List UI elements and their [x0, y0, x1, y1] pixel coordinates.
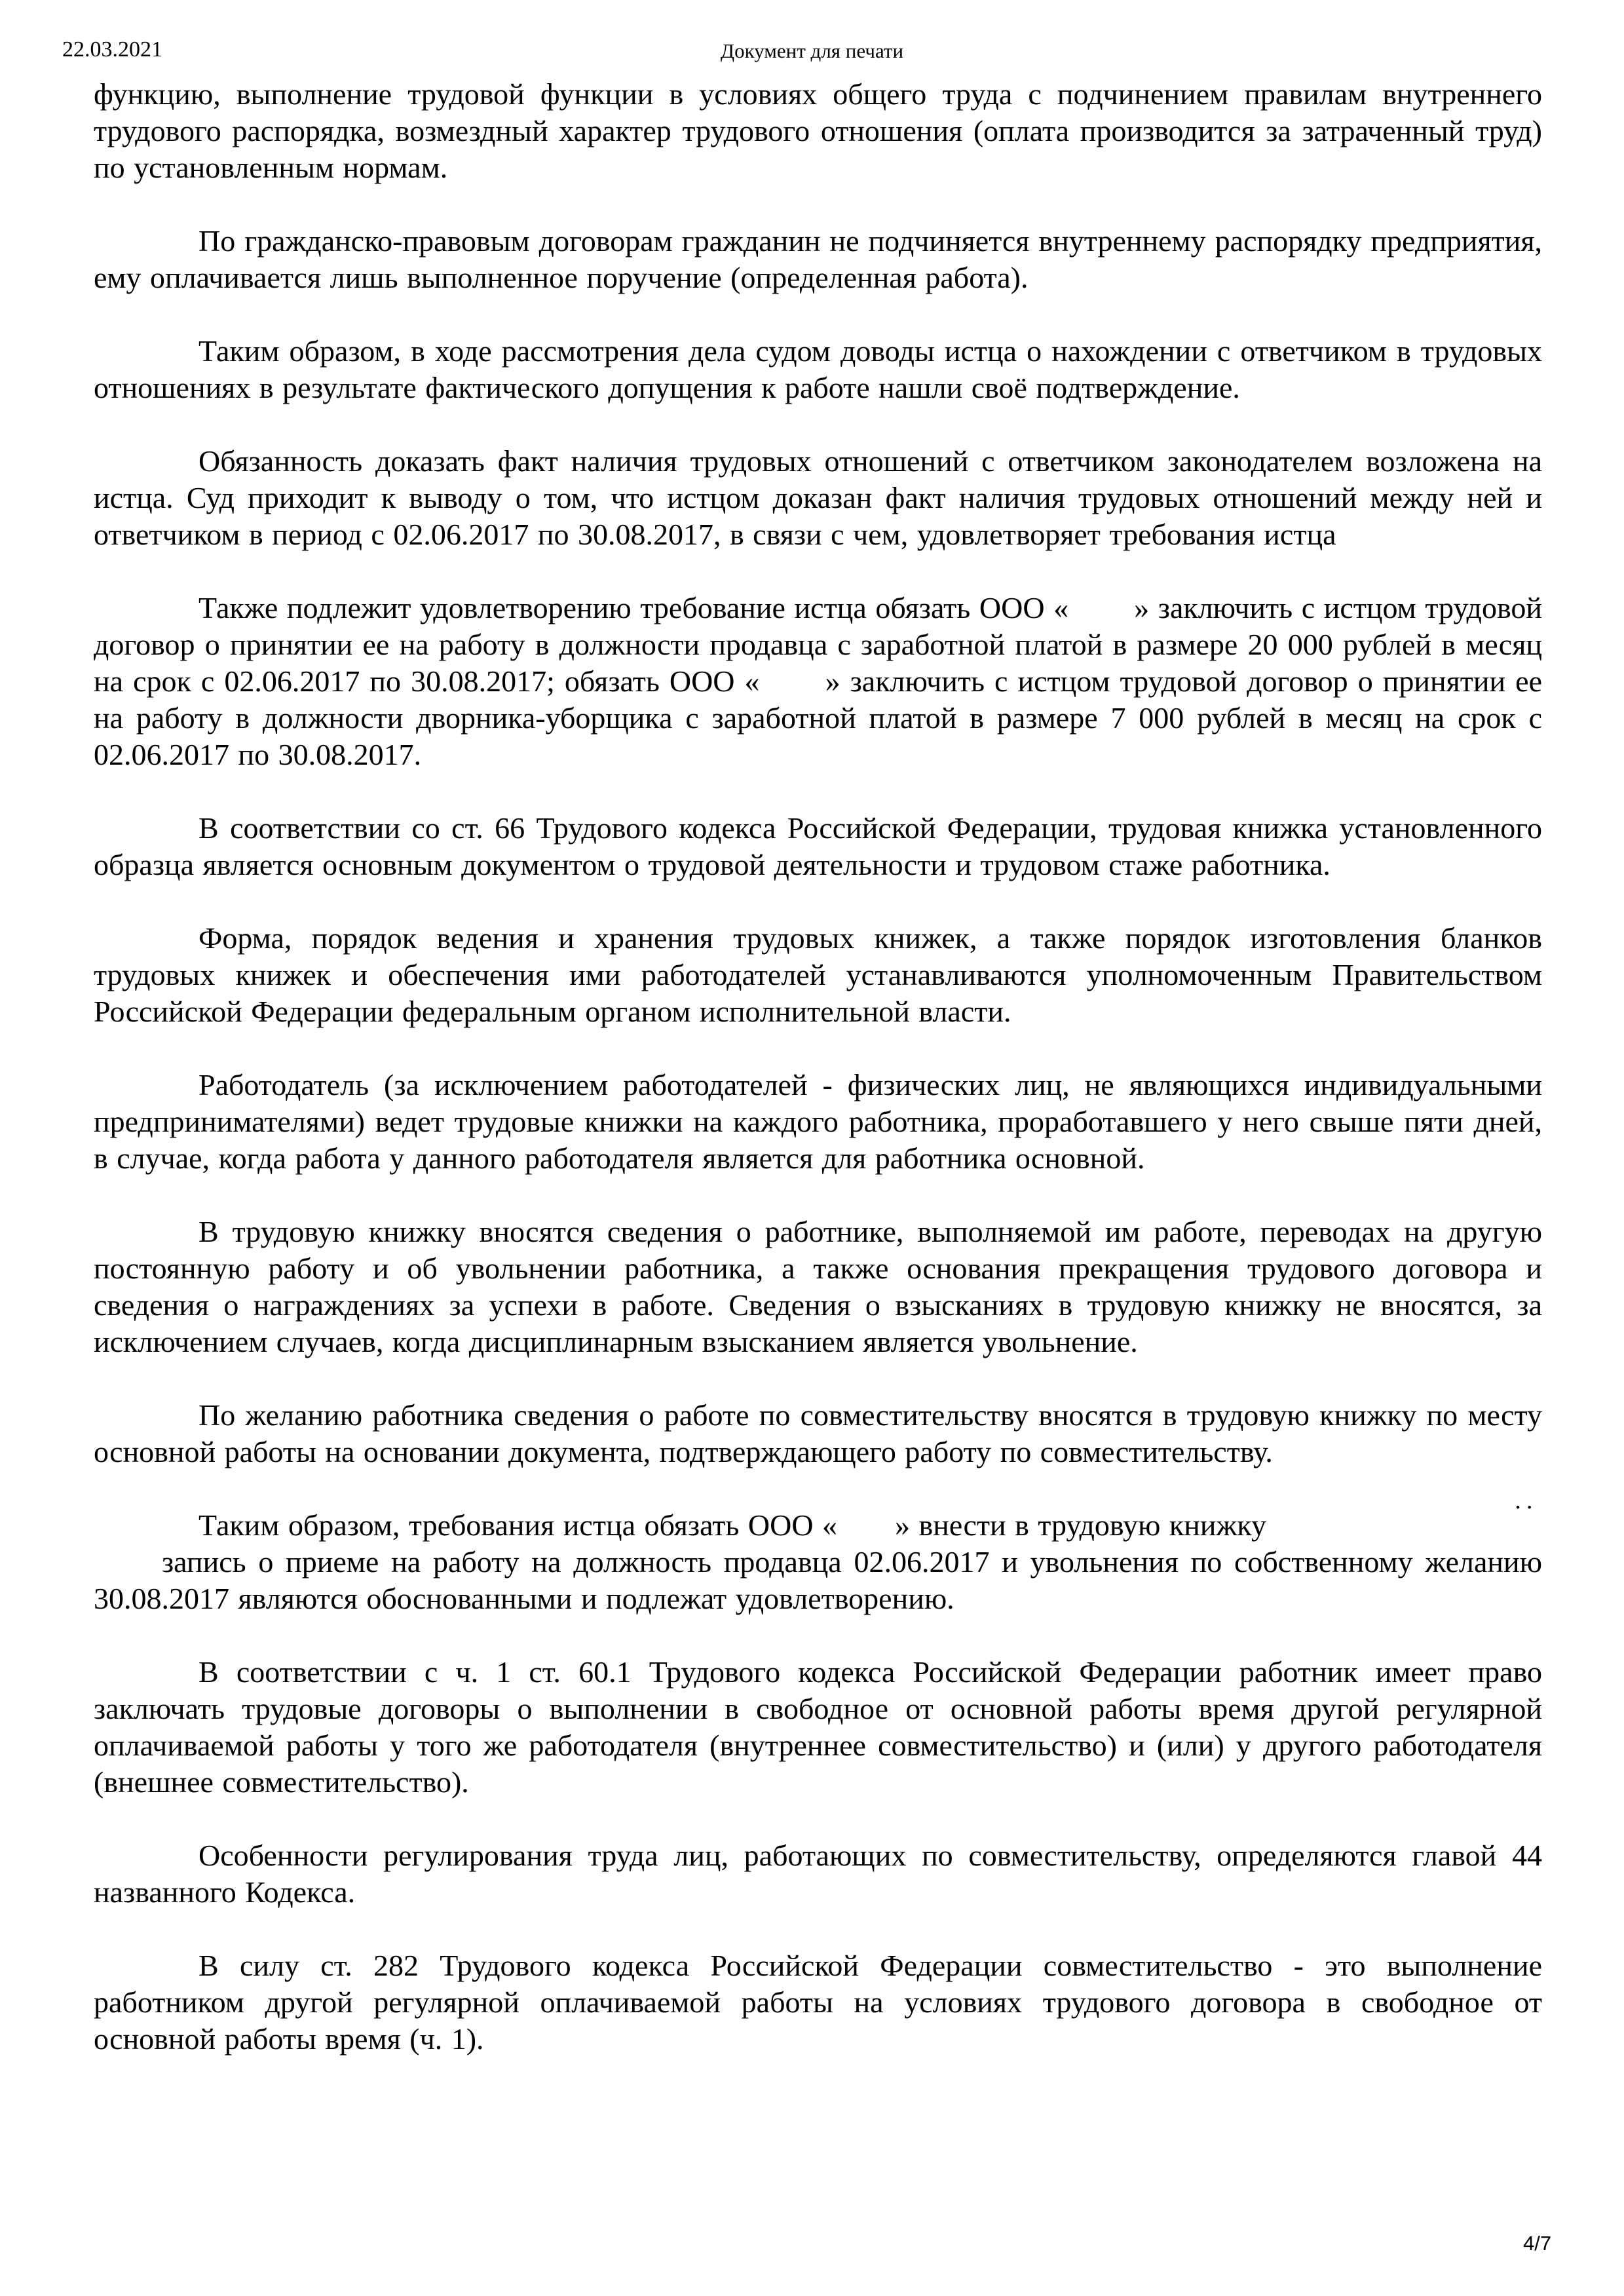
- paragraph-segment: запись о приеме на работу на должность продавца 02.06.2017 и увольнения по собственному желанию 30.08.2017 являются обоснованными и подлежат удовлетворению.: [94, 1545, 1542, 1615]
- paragraph-with-redactions: [94, 1494, 1542, 1617]
- paragraph: По желанию работника сведения о работе по совместительству вносятся в трудовую книжку по месту основной работы на основании документа, подтверждающего работу по совместительству.: [94, 1398, 1542, 1468]
- page-number: 4/7: [1523, 2232, 1552, 2255]
- header-date: 22.03.2021: [62, 37, 162, 62]
- document-body: [94, 76, 1542, 2094]
- paragraph: Работодатель (за исключением работодателей - физических лиц, не являющихся индивидуальными предпринимателями) ведет трудовые книжки на каждого работника, проработавшего у него свыше пяти дней, в случае, когда работа у данного работодателя является для работника основной.: [94, 1068, 1542, 1175]
- paragraph: В трудовую книжку вносятся сведения о работнике, выполняемой им работе, переводах на другую постоянную работу и об увольнении работника, а также основания прекращения трудового договора и сведения о награждениях за успехи в работе. Сведения о взысканиях в трудовую книжку не вносятся, за исключением случаев, когда дисциплинарным взысканием является увольнение.: [94, 1215, 1542, 1358]
- stray-print-artifact: ··: [1513, 1494, 1537, 1521]
- paragraph: В соответствии со ст. 66 Трудового кодекса Российской Федерации, трудовая книжка установленного образца является основным документом о трудовой деятельности и трудовом стаже работника.: [94, 811, 1542, 881]
- paragraph: В силу ст. 282 Трудового кодекса Российской Федерации совместительство - это выполнение работником другой регулярной оплачиваемой работы на условиях трудового договора в свободное от основной работы время (ч. 1).: [94, 1949, 1542, 2056]
- paragraph-segment: » заключить с истцом трудовой договор о принятии ее на работу в должности продавца с заработной платой в размере 20 000 рублей в месяц на срок с 02.06.2017 по 30.08.2017; обязать ООО «: [94, 591, 1542, 698]
- paragraph: Таким образом, в ходе рассмотрения дела судом доводы истца о нахождении с ответчиком в трудовых отношениях в результате фактического допущения к работе нашли своё подтверждение.: [94, 334, 1542, 404]
- paragraph-segment: Таким образом, требования истца обязать ООО «: [198, 1508, 838, 1542]
- paragraph: В соответствии с ч. 1 ст. 60.1 Трудового кодекса Российской Федерации работник имеет право заключать трудовые договоры о выполнении в свободное от основной работы время другой регулярной оплачиваемой работы у того же работодателя (внутреннее совместительство) и (или) у другого работодателя (внешнее совместительство).: [94, 1655, 1542, 1799]
- header-title: Документ для печати: [720, 39, 904, 62]
- paragraph: Обязанность доказать факт наличия трудовых отношений с ответчиком законодателем возложена на истца. Суд приходит к выводу о том, что истцом доказан факт наличия трудовых отношений между ней и ответчиком в период с 02.06.2017 по 30.08.2017, в связи с чем, удовлетворяет требования истца: [94, 444, 1542, 551]
- paragraph-line: [94, 1507, 1542, 1544]
- paragraph-segment: » внести в трудовую книжку: [895, 1508, 1266, 1542]
- paragraph: Форма, порядок ведения и хранения трудовых книжек, а также порядок изготовления бланков трудовых книжек и обеспечения ими работодателей устанавливаются уполномоченным Правительством Российской Федерации федеральным органом исполнительной власти.: [94, 921, 1542, 1028]
- paragraph-segment: » заключить с истцом трудовой договор о принятии ее на работу в должности дворника-уборщика с заработной платой в размере 7 000 рублей в месяц на срок с 02.06.2017 по 30.08.2017.: [94, 664, 1542, 771]
- paragraph: Особенности регулирования труда лиц, работающих по совместительству, определяются главой 44 названного Кодекса.: [94, 1839, 1542, 1909]
- paragraph-with-redactions: [94, 590, 1542, 773]
- paragraph: По гражданско-правовым договорам гражданин не подчиняется внутреннему распорядку предприятия, ему оплачивается лишь выполненное поручение (определенная работа).: [94, 224, 1542, 294]
- paragraph-segment: Также подлежит удовлетворению требование истца обязать ООО «: [198, 591, 1069, 624]
- paragraph: функцию, выполнение трудовой функции в условиях общего труда с подчинением правилам внутреннего трудового распорядка, возмездный характер трудового отношения (оплата производится за затраченный труд) по установленным нормам.: [94, 77, 1542, 184]
